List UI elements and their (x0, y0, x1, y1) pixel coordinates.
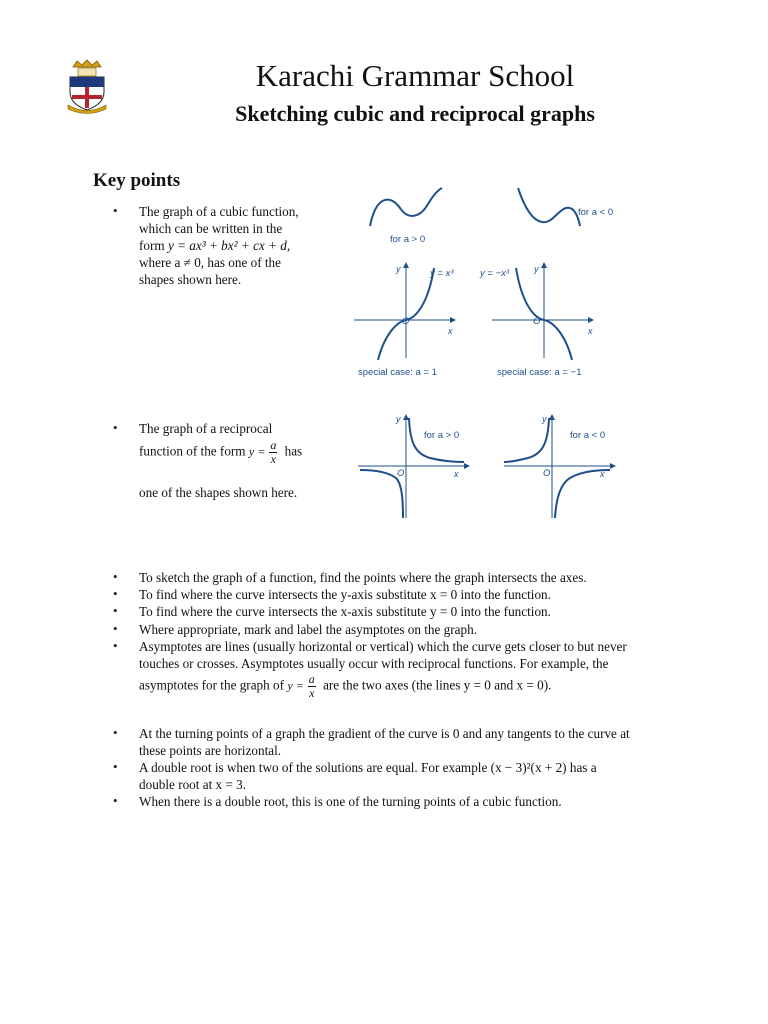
cubic-line-3: form y = ax³ + bx² + cx + d, (139, 238, 291, 253)
reciprocal-line-3: one of the shapes shown here. (139, 485, 298, 500)
bullet-text-4: Where appropriate, mark and label the asymptotes on the graph. (139, 622, 477, 637)
cubic-special-negative-caption: special case: a = −1 (497, 367, 582, 378)
reciprocal-fraction: $\frac{a}{x}$ (270, 438, 277, 466)
bullet: • (113, 569, 118, 584)
cubic-line-5: shapes shown here. (139, 272, 242, 287)
bullet: • (113, 586, 118, 601)
key-points-heading: Key points (93, 170, 181, 191)
reciprocal-negative-label: for a < 0 (570, 430, 606, 441)
cubic-positive-label: for a > 0 (390, 234, 426, 245)
double-root-turning-text: When there is a double root, this is one of the turning points of a cubic function. (139, 794, 562, 809)
cubic-positive-graph (362, 186, 452, 248)
axis-y-label: y (542, 414, 547, 424)
cubic-special-negative-graph (476, 258, 606, 382)
turning-line-2: these points are horizontal. (139, 743, 282, 758)
document-subtitle: Sketching cubic and reciprocal graphs (235, 101, 595, 126)
school-title: Karachi Grammar School (255, 58, 575, 93)
bullet: • (113, 621, 118, 636)
asymptote-line-1: Asymptotes are lines (usually horizontal or vertical) which the curve gets closer to but never (139, 639, 627, 654)
cubic-description (139, 203, 339, 288)
reciprocal-positive-graph (354, 410, 474, 522)
bullet: • (113, 759, 118, 774)
cubic-negative-graph (508, 186, 626, 236)
reciprocal-positive-label: for a > 0 (424, 430, 460, 441)
cubic-line-2: which can be written in the (139, 221, 283, 236)
asymptote-paragraph (139, 638, 699, 700)
turning-paragraph (139, 725, 699, 759)
cubic-line-4: where a ≠ 0, has one of the (139, 255, 281, 270)
cubic-general-equation: y = ax³ + bx² + cx + d, (167, 238, 291, 253)
origin-label: O (533, 316, 541, 327)
bullet: • (113, 793, 118, 808)
axis-y-label: y (396, 414, 401, 424)
double-root-line-2: double root at x = 3. (139, 777, 247, 792)
double-root-line-1: A double root is when two of the solutions are equal. For example (x − 3)²(x + 2) has a (139, 760, 597, 775)
bullet-text-3: To find where the curve intersects the x-axis substitute y = 0 into the function. (139, 604, 551, 619)
cubic-line-1: The graph of a cubic function, (139, 204, 299, 219)
bullet: • (113, 420, 118, 435)
cubic-negative-label: for a < 0 (578, 207, 614, 218)
origin-label: O (543, 468, 551, 479)
double-root-paragraph (139, 759, 699, 793)
cubic-special-negative-equation: y = −x³ (480, 268, 510, 279)
origin-label: O (397, 468, 405, 479)
reciprocal-negative-graph (500, 410, 620, 522)
bullet: • (113, 203, 118, 218)
cubic-special-positive-equation: y = x³ (430, 268, 454, 279)
axis-x-label: x (454, 469, 459, 479)
reciprocal-line-1: The graph of a reciprocal (139, 421, 273, 436)
cubic-special-positive-graph (348, 258, 468, 382)
bullet-text-2: To find where the curve intersects the y-axis substitute x = 0 into the function. (139, 587, 551, 602)
axis-x-label: x (600, 469, 605, 479)
axis-x-label: x (588, 326, 593, 336)
reciprocal-description (139, 420, 339, 501)
turning-line-1: At the turning points of a graph the gradient of the curve is 0 and any tangents to the curve at (139, 726, 630, 741)
bullet: • (113, 638, 118, 653)
asymptote-line-3: asymptotes for the graph of y = $\frac{a}{x}$ are the two axes (the lines y = 0 and x = 0). (139, 672, 552, 700)
bullet-text-1: To sketch the graph of a function, find the points where the graph intersects the axes. (139, 570, 587, 585)
cubic-special-positive-caption: special case: a = 1 (358, 367, 437, 378)
bullet: • (113, 603, 118, 618)
reciprocal-line-2: function of the form y = $\frac{a}{x}$ has (139, 438, 303, 466)
axis-y-label: y (396, 264, 401, 274)
axis-x-label: x (448, 326, 453, 336)
origin-label: O (402, 316, 410, 327)
asymptote-line-2: touches or crosses. Asymptotes usually occur with reciprocal functions. For example, the (139, 656, 609, 671)
asymptote-fraction: $\frac{a}{x}$ (308, 672, 315, 700)
axis-y-label: y (534, 264, 539, 274)
bullet: • (113, 725, 118, 740)
